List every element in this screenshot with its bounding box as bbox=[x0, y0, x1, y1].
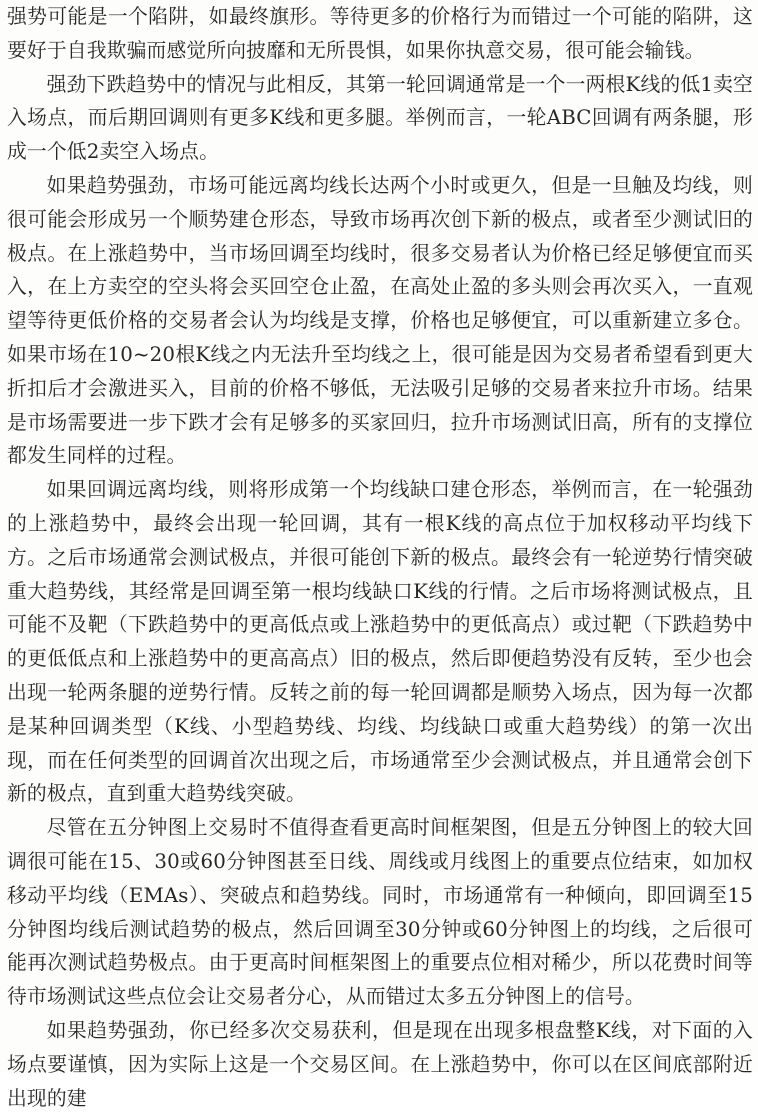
paragraph: 强劲下跌趋势中的情况与此相反，其第一轮回调通常是一个一两根K线的低1卖空入场点，而后期回调则有更多K线和更多腿。举例而言，一轮ABC回调有两条腿，形成一个低2卖空入场点。 bbox=[7, 72, 753, 164]
paragraph: 如果趋势强劲，你已经多次交易获利，但是现在出现多根盘整K线，对下面的入场点要谨慎，因为实际上这是一个交易区间。在上涨趋势中，你可以在区间底部附近出现的建 bbox=[7, 1018, 753, 1110]
paragraph: 如果趋势强劲，市场可能远离均线长达两个小时或更久，但是一旦触及均线，则很可能会形成另一个顺势建仓形态，导致市场再次创下新的极点，或者至少测试旧的极点。在上涨趋势中，当市场回调至均线时，很多交易者认为价格已经足够便宜而买入，在上方卖空的空头将会买回空仓止盈，在高处止盈的多头则会再次买入，一直观望等待更低价格的交易者会认为均线是支撑，价格也足够便宜，可以重新建立多仓。如果市场在10~20根K线之内无法升至均线之上，很可能是因为交易者希望看到更大折扣后才会激进买入，目前的价格不够低，无法吸引足够的交易者来拉升市场。结果是市场需要进一步下跌才会有足够多的买家回归，拉升市场测试旧高，所有的支撑位都发生同样的过程。 bbox=[7, 173, 753, 468]
paragraph: 强势可能是一个陷阱，如最终旗形。等待更多的价格行为而错过一个可能的陷阱，这要好于自我欺骗而感觉所向披靡和无所畏惧，如果你执意交易，很可能会输钱。 bbox=[7, 5, 753, 62]
paragraph: 尽管在五分钟图上交易时不值得查看更高时间框架图，但是五分钟图上的较大回调很可能在15、30或60分钟图甚至日线、周线或月线图上的重要点位结束，如加权移动平均线（EMAs）、突破点和趋势线。同时，市场通常有一种倾向，即回调至15分钟图均线后测试趋势的极点，然后回调至30分钟或60分钟图上的均线，之后很可能再次测试趋势极点。由于更高时间框架图上的重要点位相对稀少，所以花费时间等待市场测试这些点位会让交易者分心，从而错过太多五分钟图上的信号。 bbox=[7, 816, 753, 1009]
paragraph: 如果回调远离均线，则将形成第一个均线缺口建仓形态，举例而言，在一轮强劲的上涨趋势中，最终会出现一轮回调，其有一根K线的高点位于加权移动平均线下方。之后市场通常会测试极点，并很可能创下新的极点。最终会有一轮逆势行情突破重大趋势线，其经常是回调至第一根均线缺口K线的行情。之后市场将测试极点，且可能不及靶（下跌趋势中的更高低点或上涨趋势中的更低高点）或过靶（下跌趋势中的更低低点和上涨趋势中的更高高点）旧的极点，然后即便趋势没有反转，至少也会出现一轮两条腿的逆势行情。反转之前的每一轮回调都是顺势入场点，因为每一次都是某种回调类型（K线、小型趋势线、均线、均线缺口或重大趋势线）的第一次出现，而在任何类型的回调首次出现之后，市场通常至少会测试极点，并且通常会创下新的极点，直到重大趋势线突破。 bbox=[7, 478, 753, 806]
body-text bbox=[7, 0, 753, 1115]
